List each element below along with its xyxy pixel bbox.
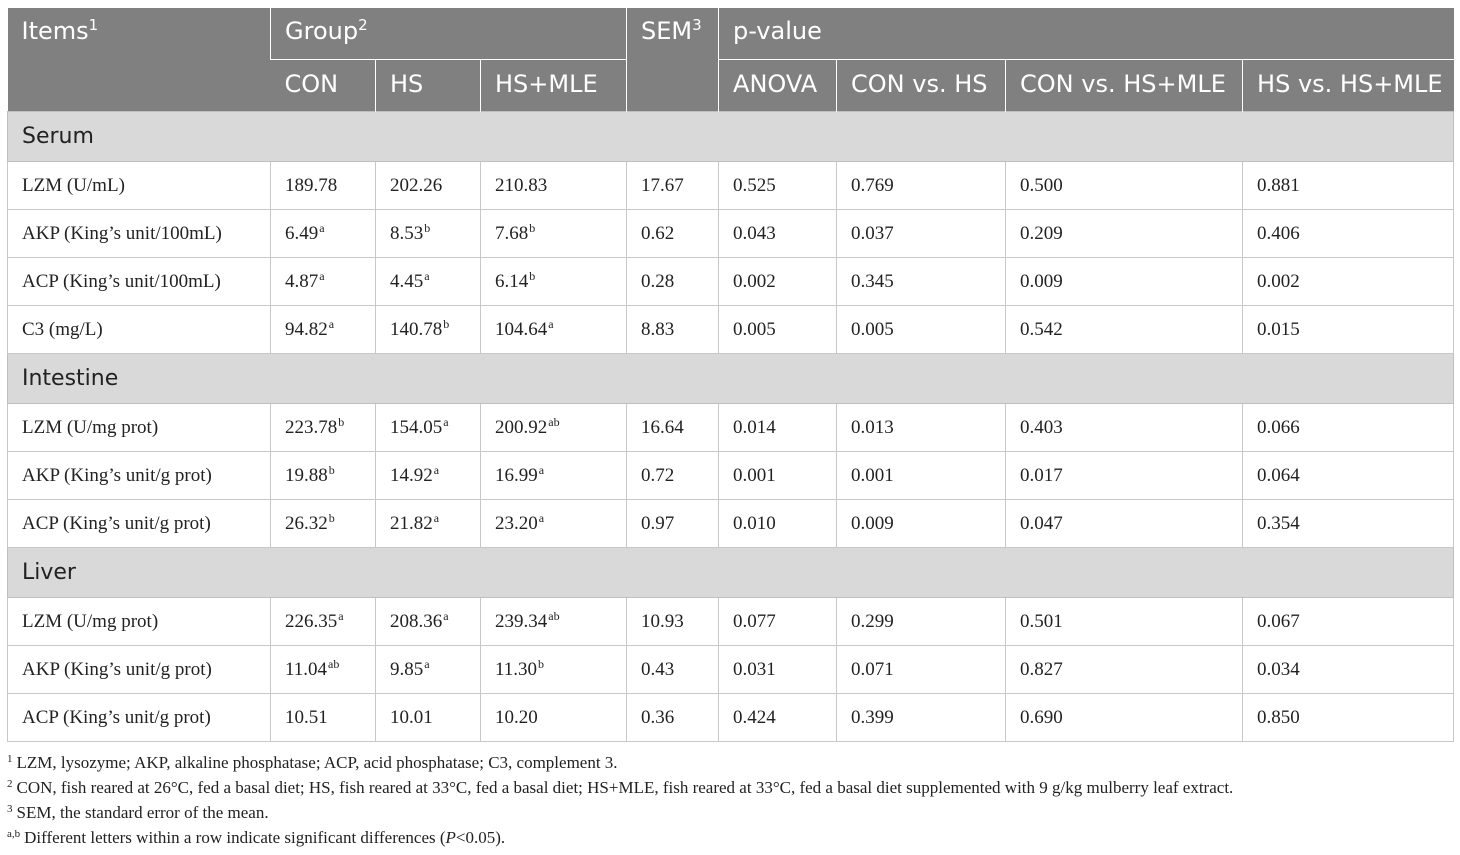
table-header	[8, 8, 1454, 112]
significance-letter: a	[443, 608, 449, 623]
cell-con-hs: 0.001	[837, 452, 1006, 500]
cell-hs-hsmle: 0.354	[1243, 500, 1454, 548]
table-row	[8, 162, 1454, 210]
header-con-vs-hs-mle: CON vs. HS+MLE	[1006, 60, 1243, 112]
cell-con: 223.78$^b$	[271, 404, 376, 452]
cell-anova: 0.031	[719, 646, 837, 694]
footnotes	[7, 750, 1453, 850]
footnote-ref-3: 3	[692, 16, 702, 34]
cell-anova: 0.077	[719, 598, 837, 646]
cell-sem: 10.93	[627, 598, 719, 646]
significance-letter: a	[548, 316, 554, 331]
footnote-ref-1: 1	[88, 16, 99, 34]
significance-letter: ab	[548, 608, 560, 623]
significance-letter: a	[433, 462, 440, 477]
footnote: $^{a,b}$ Different letters within a row indicate significant differences (P<0.05).	[7, 828, 506, 847]
cell-anova: 0.424	[719, 694, 837, 742]
significance-letter: a	[433, 510, 440, 525]
cell-con-hs: 0.769	[837, 162, 1006, 210]
significance-letter: b	[338, 414, 345, 429]
cell-hs: 202.26	[376, 162, 481, 210]
cell-item: AKP (King’s unit/g prot)	[8, 452, 271, 500]
table-row	[8, 210, 1454, 258]
cell-con: 11.04$^{ab}$	[271, 646, 376, 694]
table-row	[8, 452, 1454, 500]
cell-con-hs: 0.071	[837, 646, 1006, 694]
cell-sem: 16.64	[627, 404, 719, 452]
significance-letter: b	[529, 268, 536, 283]
significance-letter: b	[424, 220, 431, 235]
cell-hs: 10.01	[376, 694, 481, 742]
cell-hs: 208.36$^a$	[376, 598, 481, 646]
cell-hsmle: 104.64$^a$	[481, 306, 627, 354]
cell-hs: 14.92$^a$	[376, 452, 481, 500]
cell-hsmle: 7.68$^b$	[481, 210, 627, 258]
significance-letter: b	[538, 656, 545, 671]
cell-con-hsmle: 0.009	[1006, 258, 1243, 306]
cell-item: LZM (U/mL)	[8, 162, 271, 210]
cell-hsmle: 10.20	[481, 694, 627, 742]
significance-letter: ab	[328, 656, 340, 671]
cell-hs: 154.05$^a$	[376, 404, 481, 452]
significance-letter: a	[338, 608, 344, 623]
section-row-liver	[8, 548, 1454, 598]
section-label: Serum	[8, 112, 1454, 162]
table-row	[8, 598, 1454, 646]
header-con: CON	[271, 60, 376, 112]
cell-sem: 0.28	[627, 258, 719, 306]
header-hs-vs-hs-mle: HS vs. HS+MLE	[1243, 60, 1454, 112]
cell-item: AKP (King’s unit/g prot)	[8, 646, 271, 694]
cell-con-hsmle: 0.017	[1006, 452, 1243, 500]
cell-hs-hsmle: 0.015	[1243, 306, 1454, 354]
cell-anova: 0.014	[719, 404, 837, 452]
cell-item: AKP (King’s unit/100mL)	[8, 210, 271, 258]
significance-letter: a	[319, 220, 325, 235]
cell-item: ACP (King’s unit/g prot)	[8, 500, 271, 548]
cell-con: 94.82$^a$	[271, 306, 376, 354]
section-row-intestine	[8, 354, 1454, 404]
significance-letter: b	[328, 510, 335, 525]
cell-con-hs: 0.345	[837, 258, 1006, 306]
header-items: Items$^1$	[8, 8, 271, 112]
significance-letter: a	[424, 656, 430, 671]
significance-letter: a	[443, 414, 449, 429]
cell-anova: 0.525	[719, 162, 837, 210]
table-row	[8, 694, 1454, 742]
cell-anova: 0.005	[719, 306, 837, 354]
cell-hs-hsmle: 0.406	[1243, 210, 1454, 258]
cell-item: ACP (King’s unit/100mL)	[8, 258, 271, 306]
cell-item: C3 (mg/L)	[8, 306, 271, 354]
cell-hs: 21.82$^a$	[376, 500, 481, 548]
cell-con-hsmle: 0.500	[1006, 162, 1243, 210]
section-label: Intestine	[8, 354, 1454, 404]
cell-sem: 0.62	[627, 210, 719, 258]
cell-sem: 0.72	[627, 452, 719, 500]
significance-letter: b	[328, 462, 335, 477]
cell-hsmle: 16.99$^a$	[481, 452, 627, 500]
cell-con-hs: 0.005	[837, 306, 1006, 354]
significance-letter: a	[424, 268, 430, 283]
significance-letter: ab	[548, 414, 560, 429]
cell-hs-hsmle: 0.067	[1243, 598, 1454, 646]
header-anova: ANOVA	[719, 60, 837, 112]
cell-hs: 4.45$^a$	[376, 258, 481, 306]
cell-hs-hsmle: 0.881	[1243, 162, 1454, 210]
cell-con-hs: 0.399	[837, 694, 1006, 742]
cell-con-hsmle: 0.047	[1006, 500, 1243, 548]
cell-anova: 0.043	[719, 210, 837, 258]
cell-con-hsmle: 0.501	[1006, 598, 1243, 646]
cell-con-hs: 0.009	[837, 500, 1006, 548]
cell-hsmle: 239.34$^{ab}$	[481, 598, 627, 646]
cell-sem: 0.43	[627, 646, 719, 694]
cell-con-hsmle: 0.209	[1006, 210, 1243, 258]
cell-sem: 0.97	[627, 500, 719, 548]
cell-hsmle: 23.20$^a$	[481, 500, 627, 548]
cell-con-hs: 0.037	[837, 210, 1006, 258]
cell-sem: 17.67	[627, 162, 719, 210]
immune-enzyme-table	[7, 7, 1454, 742]
footnote: $^2$ CON, fish reared at 26°C, fed a basal diet; HS, fish reared at 33°C, fed a basal diet; HS+MLE, fish reared at 33°C, fed a basal diet supplemented with 9 g/kg mulberry leaf extract.	[7, 778, 1234, 797]
table-row	[8, 646, 1454, 694]
cell-item: LZM (U/mg prot)	[8, 598, 271, 646]
footnote-ref-2: 2	[358, 16, 368, 34]
section-label: Liver	[8, 548, 1454, 598]
table-row	[8, 306, 1454, 354]
cell-anova: 0.001	[719, 452, 837, 500]
cell-con: 226.35$^a$	[271, 598, 376, 646]
cell-hsmle: 210.83	[481, 162, 627, 210]
cell-item: ACP (King’s unit/g prot)	[8, 694, 271, 742]
cell-hs-hsmle: 0.064	[1243, 452, 1454, 500]
header-con-vs-hs: CON vs. HS	[837, 60, 1006, 112]
table-body	[8, 112, 1454, 742]
cell-con: 6.49$^a$	[271, 210, 376, 258]
cell-anova: 0.010	[719, 500, 837, 548]
cell-anova: 0.002	[719, 258, 837, 306]
cell-con-hsmle: 0.542	[1006, 306, 1243, 354]
header-sem: SEM$^3$	[627, 8, 719, 112]
section-row-serum	[8, 112, 1454, 162]
header-p-value: p-value	[719, 8, 1454, 60]
cell-con: 26.32$^b$	[271, 500, 376, 548]
footnote: $^3$ SEM, the standard error of the mean.	[7, 803, 269, 822]
significance-letter: a	[319, 268, 325, 283]
cell-item: LZM (U/mg prot)	[8, 404, 271, 452]
cell-con: 10.51	[271, 694, 376, 742]
significance-letter: b	[443, 316, 450, 331]
cell-hsmle: 11.30$^b$	[481, 646, 627, 694]
significance-letter: a	[538, 462, 545, 477]
significance-letter: a	[328, 316, 335, 331]
header-group: Group$^2$	[271, 8, 627, 60]
cell-con-hsmle: 0.403	[1006, 404, 1243, 452]
cell-hsmle: 200.92$^{ab}$	[481, 404, 627, 452]
cell-hs-hsmle: 0.850	[1243, 694, 1454, 742]
significance-letter: b	[529, 220, 536, 235]
cell-con: 19.88$^b$	[271, 452, 376, 500]
cell-hs: 9.85$^a$	[376, 646, 481, 694]
cell-hs-hsmle: 0.034	[1243, 646, 1454, 694]
header-hs-mle: HS+MLE	[481, 60, 627, 112]
cell-con-hsmle: 0.827	[1006, 646, 1243, 694]
cell-sem: 8.83	[627, 306, 719, 354]
header-hs: HS	[376, 60, 481, 112]
footnote: $^1$ LZM, lysozyme; AKP, alkaline phosphatase; ACP, acid phosphatase; C3, complement 3.	[7, 753, 618, 772]
table-row	[8, 258, 1454, 306]
cell-sem: 0.36	[627, 694, 719, 742]
cell-hsmle: 6.14$^b$	[481, 258, 627, 306]
cell-hs-hsmle: 0.066	[1243, 404, 1454, 452]
table-row	[8, 404, 1454, 452]
cell-hs: 8.53$^b$	[376, 210, 481, 258]
cell-con: 4.87$^a$	[271, 258, 376, 306]
cell-hs: 140.78$^b$	[376, 306, 481, 354]
cell-con-hs: 0.299	[837, 598, 1006, 646]
cell-con-hsmle: 0.690	[1006, 694, 1243, 742]
data-table-container	[7, 7, 1453, 742]
cell-con-hs: 0.013	[837, 404, 1006, 452]
significance-letter: a	[538, 510, 545, 525]
table-row	[8, 500, 1454, 548]
cell-hs-hsmle: 0.002	[1243, 258, 1454, 306]
cell-con: 189.78	[271, 162, 376, 210]
